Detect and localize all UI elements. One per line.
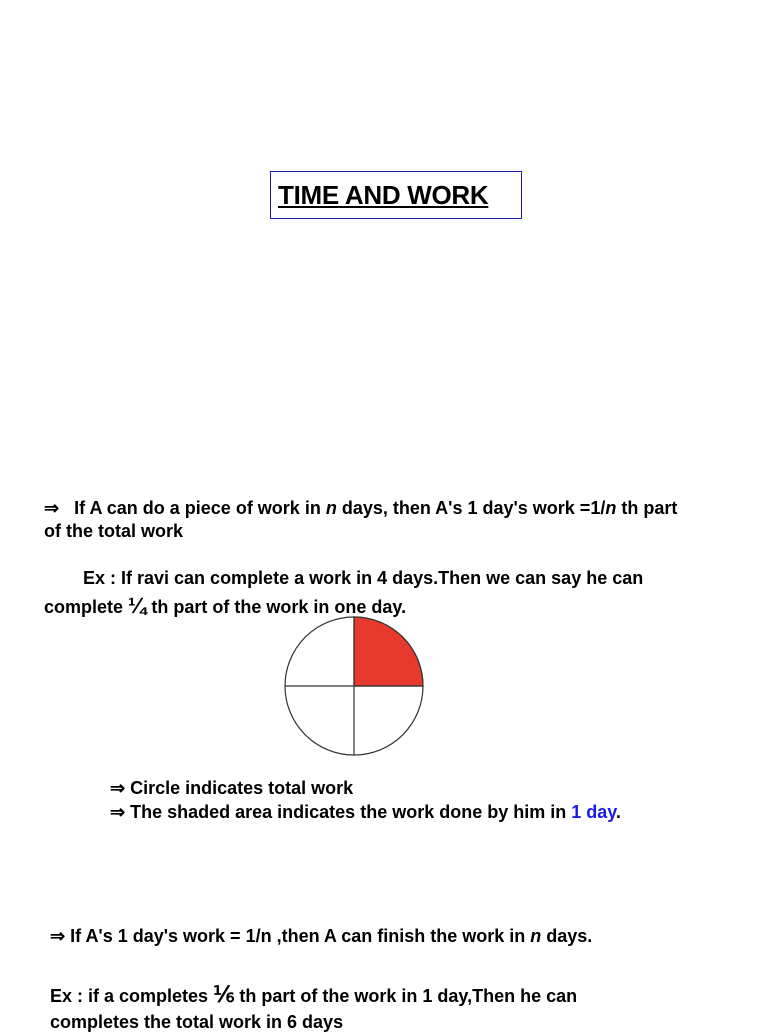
bullet-1: [110, 777, 353, 799]
arrow-icon: ⇒: [44, 498, 60, 518]
example1-line1: Ex : If ravi can complete a work in 4 days.Then we can say he can: [83, 568, 644, 588]
arrow-icon: ⇒: [110, 778, 126, 798]
rule1-n-2: n: [605, 498, 617, 518]
shaded-quarter: [354, 617, 423, 686]
bullet-2: [110, 801, 621, 823]
rule1-text-a: If A can do a piece of work in: [74, 498, 326, 518]
page-title: TIME AND WORK: [278, 180, 489, 210]
rule2-line: [50, 925, 592, 947]
work-circle-diagram: [283, 615, 427, 759]
rule1-text-c: th part: [616, 498, 678, 518]
example2-line2: completes the total work in 6 days: [50, 1012, 344, 1032]
bullet-2-end: .: [615, 802, 621, 822]
example1-fraction: ¼: [128, 593, 147, 618]
rule1-line1: [44, 497, 677, 519]
arrow-icon: ⇒: [50, 926, 66, 946]
example1-text-a: complete: [44, 597, 129, 617]
bullet-2-highlight: 1 day: [571, 802, 616, 822]
rule2-text-a: If A's 1 day's work = 1/n ,then A can finish the work in: [70, 926, 531, 946]
example2-line1: [50, 984, 577, 1007]
bullet-2-text: The shaded area indicates the work done by him in: [130, 802, 572, 822]
example2-fraction: ⅙: [213, 982, 235, 1007]
rule2-n: n: [530, 926, 542, 946]
example1-text-b: th part of the work in one day.: [146, 597, 407, 617]
bullet-1-text: Circle indicates total work: [130, 778, 354, 798]
example2-text-a: Ex : if a completes: [50, 986, 214, 1006]
arrow-icon: ⇒: [110, 802, 126, 822]
rule1-line2: of the total work: [44, 521, 183, 541]
rule1-text-b: days, then A's 1 day's work =1/: [336, 498, 606, 518]
rule1-n: n: [325, 498, 337, 518]
example2-text-b: th part of the work in 1 day,Then he can: [234, 986, 578, 1006]
rule2-text-b: days.: [541, 926, 593, 946]
title-box: [270, 171, 522, 219]
